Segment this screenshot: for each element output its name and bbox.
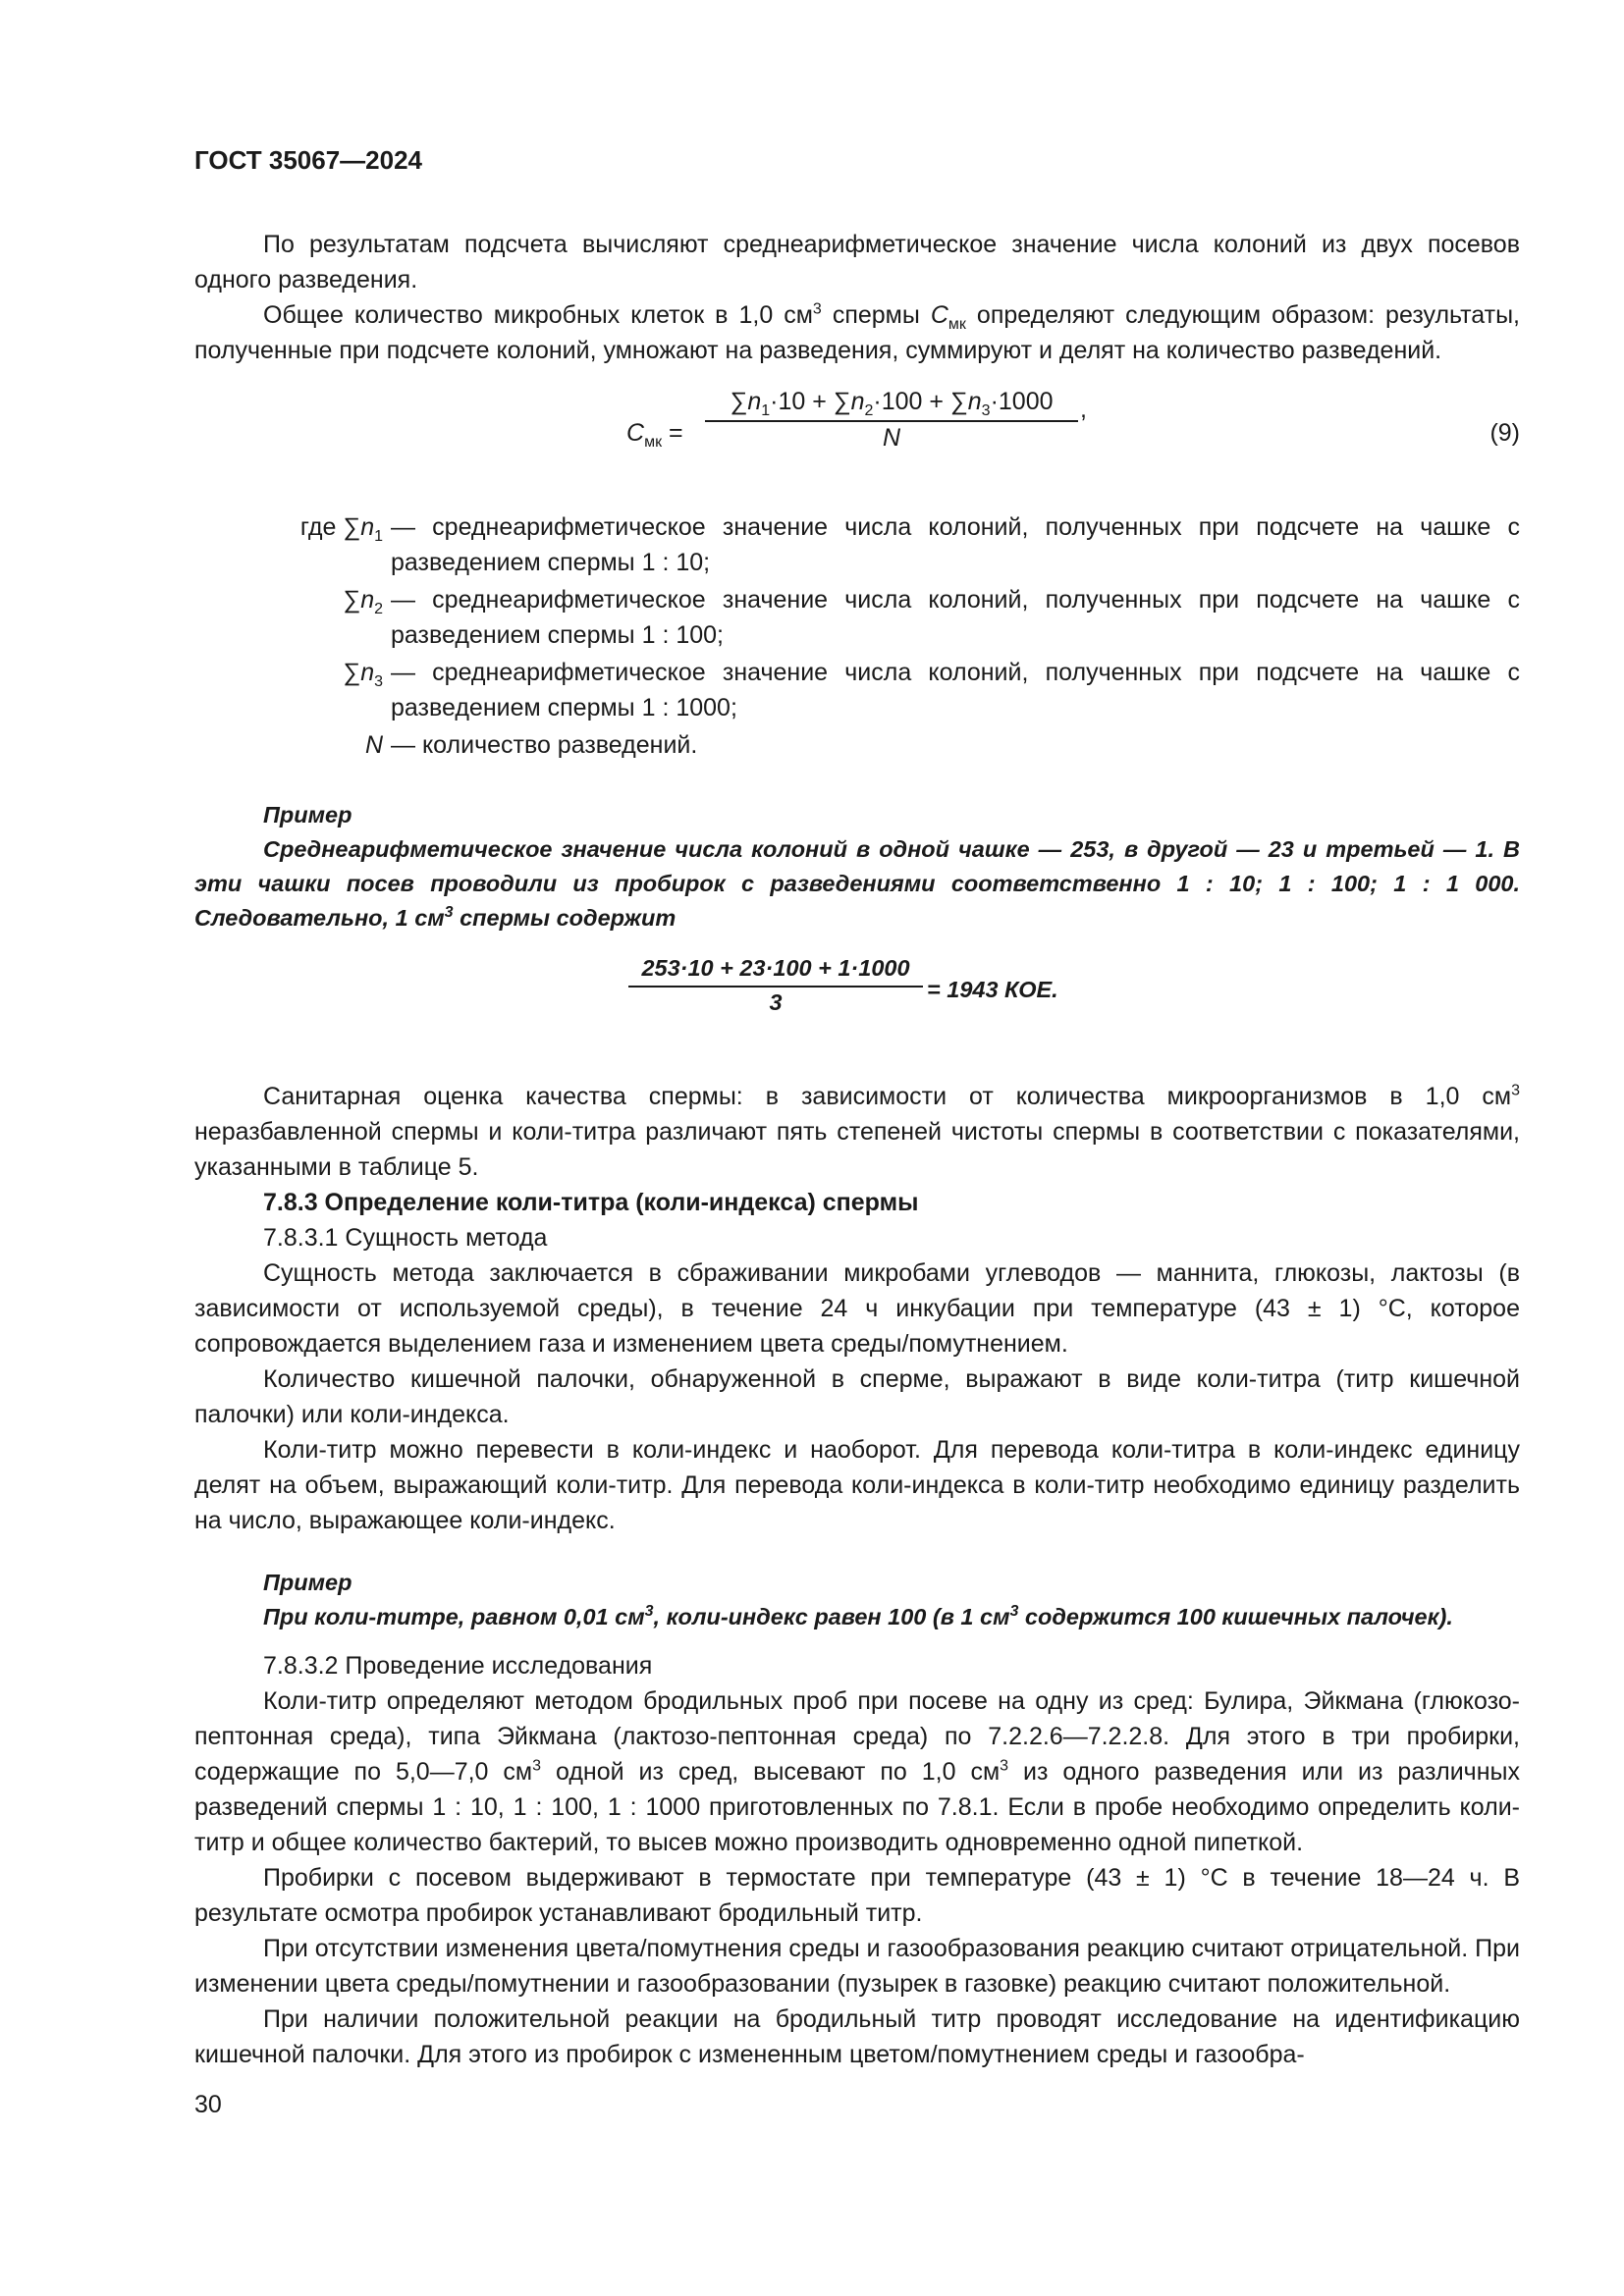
formula-number: (9) — [1489, 419, 1520, 447]
paragraph-conversion: Коли-титр можно перевести в коли-индекс и наоборот. Для перевода коли-титра в коли-индекс единицу делят на объем, выражающий коли-титр. Для перевода коли-индекса в коли-титр необходимо единицу разделить на число, выражающее коли-индекс. — [194, 1436, 1520, 1534]
paragraph-incubation: Пробирки с посевом выдерживают в термостате при температуре (43 ± 1) °С в течение 18—24 ч. В результате осмотра пробирок устанавливают бродильный титр. — [194, 1864, 1520, 1927]
formula-denominator: N — [882, 424, 901, 452]
where-item: $\sum n_3$ — среднеарифметическое значение числа колоний, полученных при подсчете на чашке с разведением спермы 1 : 1000; — [343, 659, 1520, 721]
example-denominator: 3 — [769, 989, 783, 1015]
where-item: где $\sum n_1$ — среднеарифметическое значение числа колоний, полученных при подсчете на чашке с разведением спермы 1 : 10; — [299, 513, 1520, 576]
paragraph-quantity: Количество кишечной палочки, обнаруженной в сперме, выражают в виде коли-титра (титр кишечной палочки) или коли-индекса. — [194, 1365, 1520, 1428]
paragraph-total-cells: Общее количество микробных клеток в 1,0 $см^3$ спермы $C_{мк}$ определяют следующим образом: результаты, полученные при подсчете колоний, умножают на разведения, суммируют и делят на количество разведений. — [194, 300, 1520, 364]
paragraph-reaction: При отсутствии изменения цвета/помутнения среды и газообразования реакцию считают отрицательной. При изменении цвета среды/помутнении и газообразовании (пузырек в газовке) реакцию считают положительной. — [194, 1935, 1520, 1998]
formula-numerator: $\sum n_1\cdot 10 + \sum n_2\cdot 100 + \sum n_3\cdot 1000$ — [730, 388, 1054, 419]
standard-header: ГОСТ 35067—2024 — [194, 145, 422, 175]
example-formula — [194, 955, 1520, 1038]
paragraph-sanitary: Санитарная оценка качества спермы: в зависимости от количества микроорганизмов в 1,0 $см^3$ неразбавленной спермы и коли-титра различают пять степеней чистоты спермы в соответствии с показателями, указанными в таблице 5. — [194, 1082, 1520, 1181]
paragraph-method: Сущность метода заключается в сбраживании микробами углеводов — маннита, глюкозы, лактозы (в зависимости от используемой среды), в течение 24 ч инкубации при температуре (43 ± 1) °С, которое сопровождается выделением газа и изменением цвета среды/помутнением. — [194, 1259, 1520, 1358]
example-text: Среднеарифметическое значение числа колоний в одной чашке — 253, в другой — 23 и третьей — 1. В эти чашки посев проводили из пробирок с разведениями соответственно 1 : 10; 1 : 100; 1 : 1 000. Следовательно, 1 $см^3$ спермы содержит — [194, 836, 1520, 931]
section-heading: 7.8.3 Определение коли-титра (коли-индекса) спермы — [263, 1189, 919, 1216]
subsection-title: 7.8.3.2 Проведение исследования — [263, 1652, 653, 1680]
formula-9: $C_{мк}$ = $\sum n_1\cdot 10 + \sum n_2\cdot 100 + \sum n_3\cdot 1000$ N , (9) — [626, 388, 1520, 452]
page-number: 30 — [194, 2091, 222, 2118]
subsection-title: 7.8.3.1 Сущность метода — [263, 1224, 548, 1252]
paragraph-procedure: Коли-титр определяют методом бродильных проб при посеве на одну из сред: Булира, Эйкмана (глюкозо-пептонная среда), типа Эйкмана (лактозо-пептонная среда) по 7.2.2.6—7.2.2.8. Для этого в три пробирки, содержащие по 5,0—7,0 $см^3$ одной из сред, высевают по 1,0 $см^3$ из одного разведения или из различных разведений спермы 1 : 10, 1 : 100, 1 : 1000 приготовленных по 7.8.1. Если в пробе необходимо определить коли-титр и общее количество бактерий, то высев можно производить одновременно одной пипеткой. — [194, 1687, 1520, 1856]
paragraph-averaging: По результатам подсчета вычисляют среднеарифметическое значение числа колоний из двух посевов одного разведения. — [194, 231, 1520, 294]
where-item: N — количество разведений. — [364, 731, 698, 759]
formula-lhs: $C_{мк}$ = — [626, 419, 683, 451]
example-title: Пример — [263, 1570, 352, 1595]
where-list — [194, 509, 1520, 763]
example-title: Пример — [263, 802, 352, 828]
formula-fraction — [705, 388, 1078, 453]
example-result: = 1943 КОЕ. — [927, 977, 1058, 1002]
example-text: При коли-титре, равном 0,01 $см^3$, коли-индекс равен 100 (в 1 $см^3$ содержится 100 кишечных палочек). — [263, 1603, 1453, 1629]
example-numerator: 253·10 + 23·100 + 1·1000 — [641, 955, 910, 981]
where-item: $\sum n_2$ — среднеарифметическое значение числа колоний, полученных при подсчете на чашке с разведением спермы 1 : 100; — [343, 586, 1520, 649]
document-page — [194, 145, 1520, 2072]
paragraph-identification: При наличии положительной реакции на бродильный титр проводят исследование на идентификацию кишечной палочки. Для этого из пробирок с измененным цветом/помутнением среды и газообра- — [194, 2005, 1520, 2068]
